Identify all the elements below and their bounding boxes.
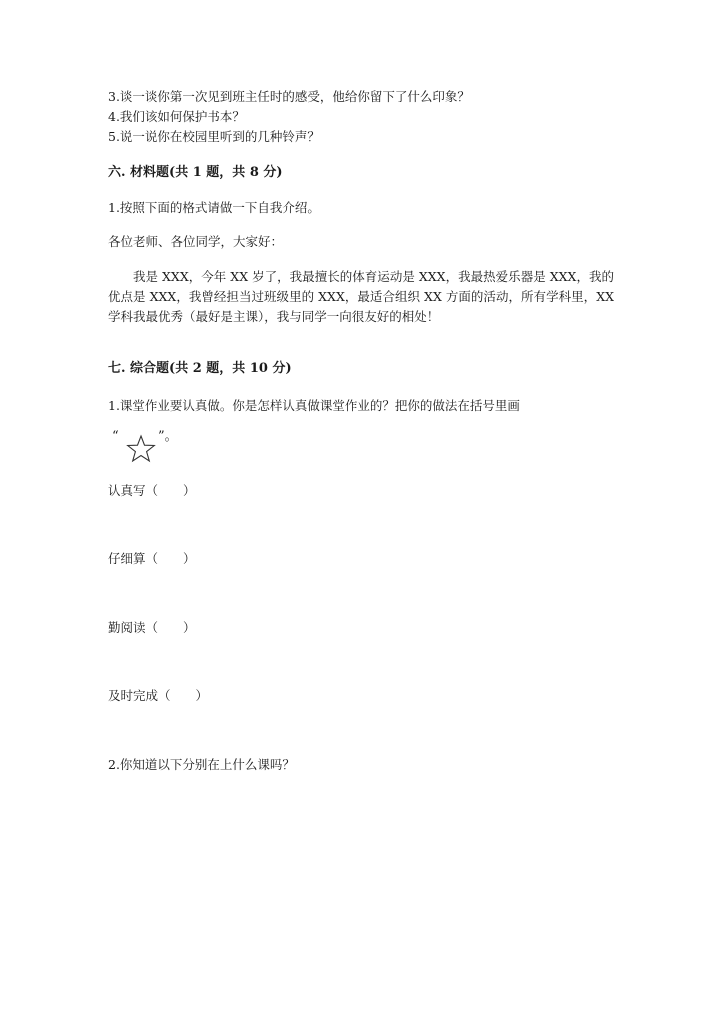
q4-text: 4.我们该如何保护书本？ bbox=[108, 109, 245, 124]
checklist-item: 及时完成（ ） bbox=[108, 688, 209, 703]
q3-text: 3.谈一谈你第一次见到班主任时的感受，他给你留下了什么印象？ bbox=[108, 89, 470, 104]
self-intro-body: 我是 XXX，今年 XX 岁了，我最擅长的体育运动是 XXX，我最热爱乐器是 XXX，我的优点是 XXX，我曾经担当过班级里的 XXX，最适合组织 XX 方面的活动，所有学科里，XX 学科我最优秀（最好是主课），我与同学一向很友好的相处！ bbox=[108, 269, 614, 324]
section-7-heading: 七. 综合题(共 2 题，共 10 分) bbox=[108, 361, 292, 376]
open-quote: “ bbox=[112, 429, 119, 444]
section-7-question-1: 1.课堂作业要认真做。你是怎样认真做课堂作业的？把你的做法在括号里画 bbox=[108, 398, 520, 413]
checklist-item: 仔细算（ ） bbox=[108, 551, 196, 566]
section-6-question-1: 1.按照下面的格式请做一下自我介绍。 bbox=[108, 200, 320, 215]
star-icon bbox=[126, 434, 156, 464]
q5-text: 5.说一说你在校园里听到的几种铃声？ bbox=[108, 129, 320, 144]
section-7-question-2: 2.你知道以下分别在上什么课吗？ bbox=[108, 757, 295, 772]
checklist-item: 勤阅读（ ） bbox=[108, 620, 196, 635]
section-6-heading: 六. 材料题(共 1 题，共 8 分) bbox=[108, 165, 283, 180]
self-intro-greeting: 各位老师、各位同学，大家好： bbox=[108, 234, 284, 249]
close-quote: ”。 bbox=[158, 429, 178, 444]
checklist-item: 认真写（ ） bbox=[108, 483, 196, 498]
